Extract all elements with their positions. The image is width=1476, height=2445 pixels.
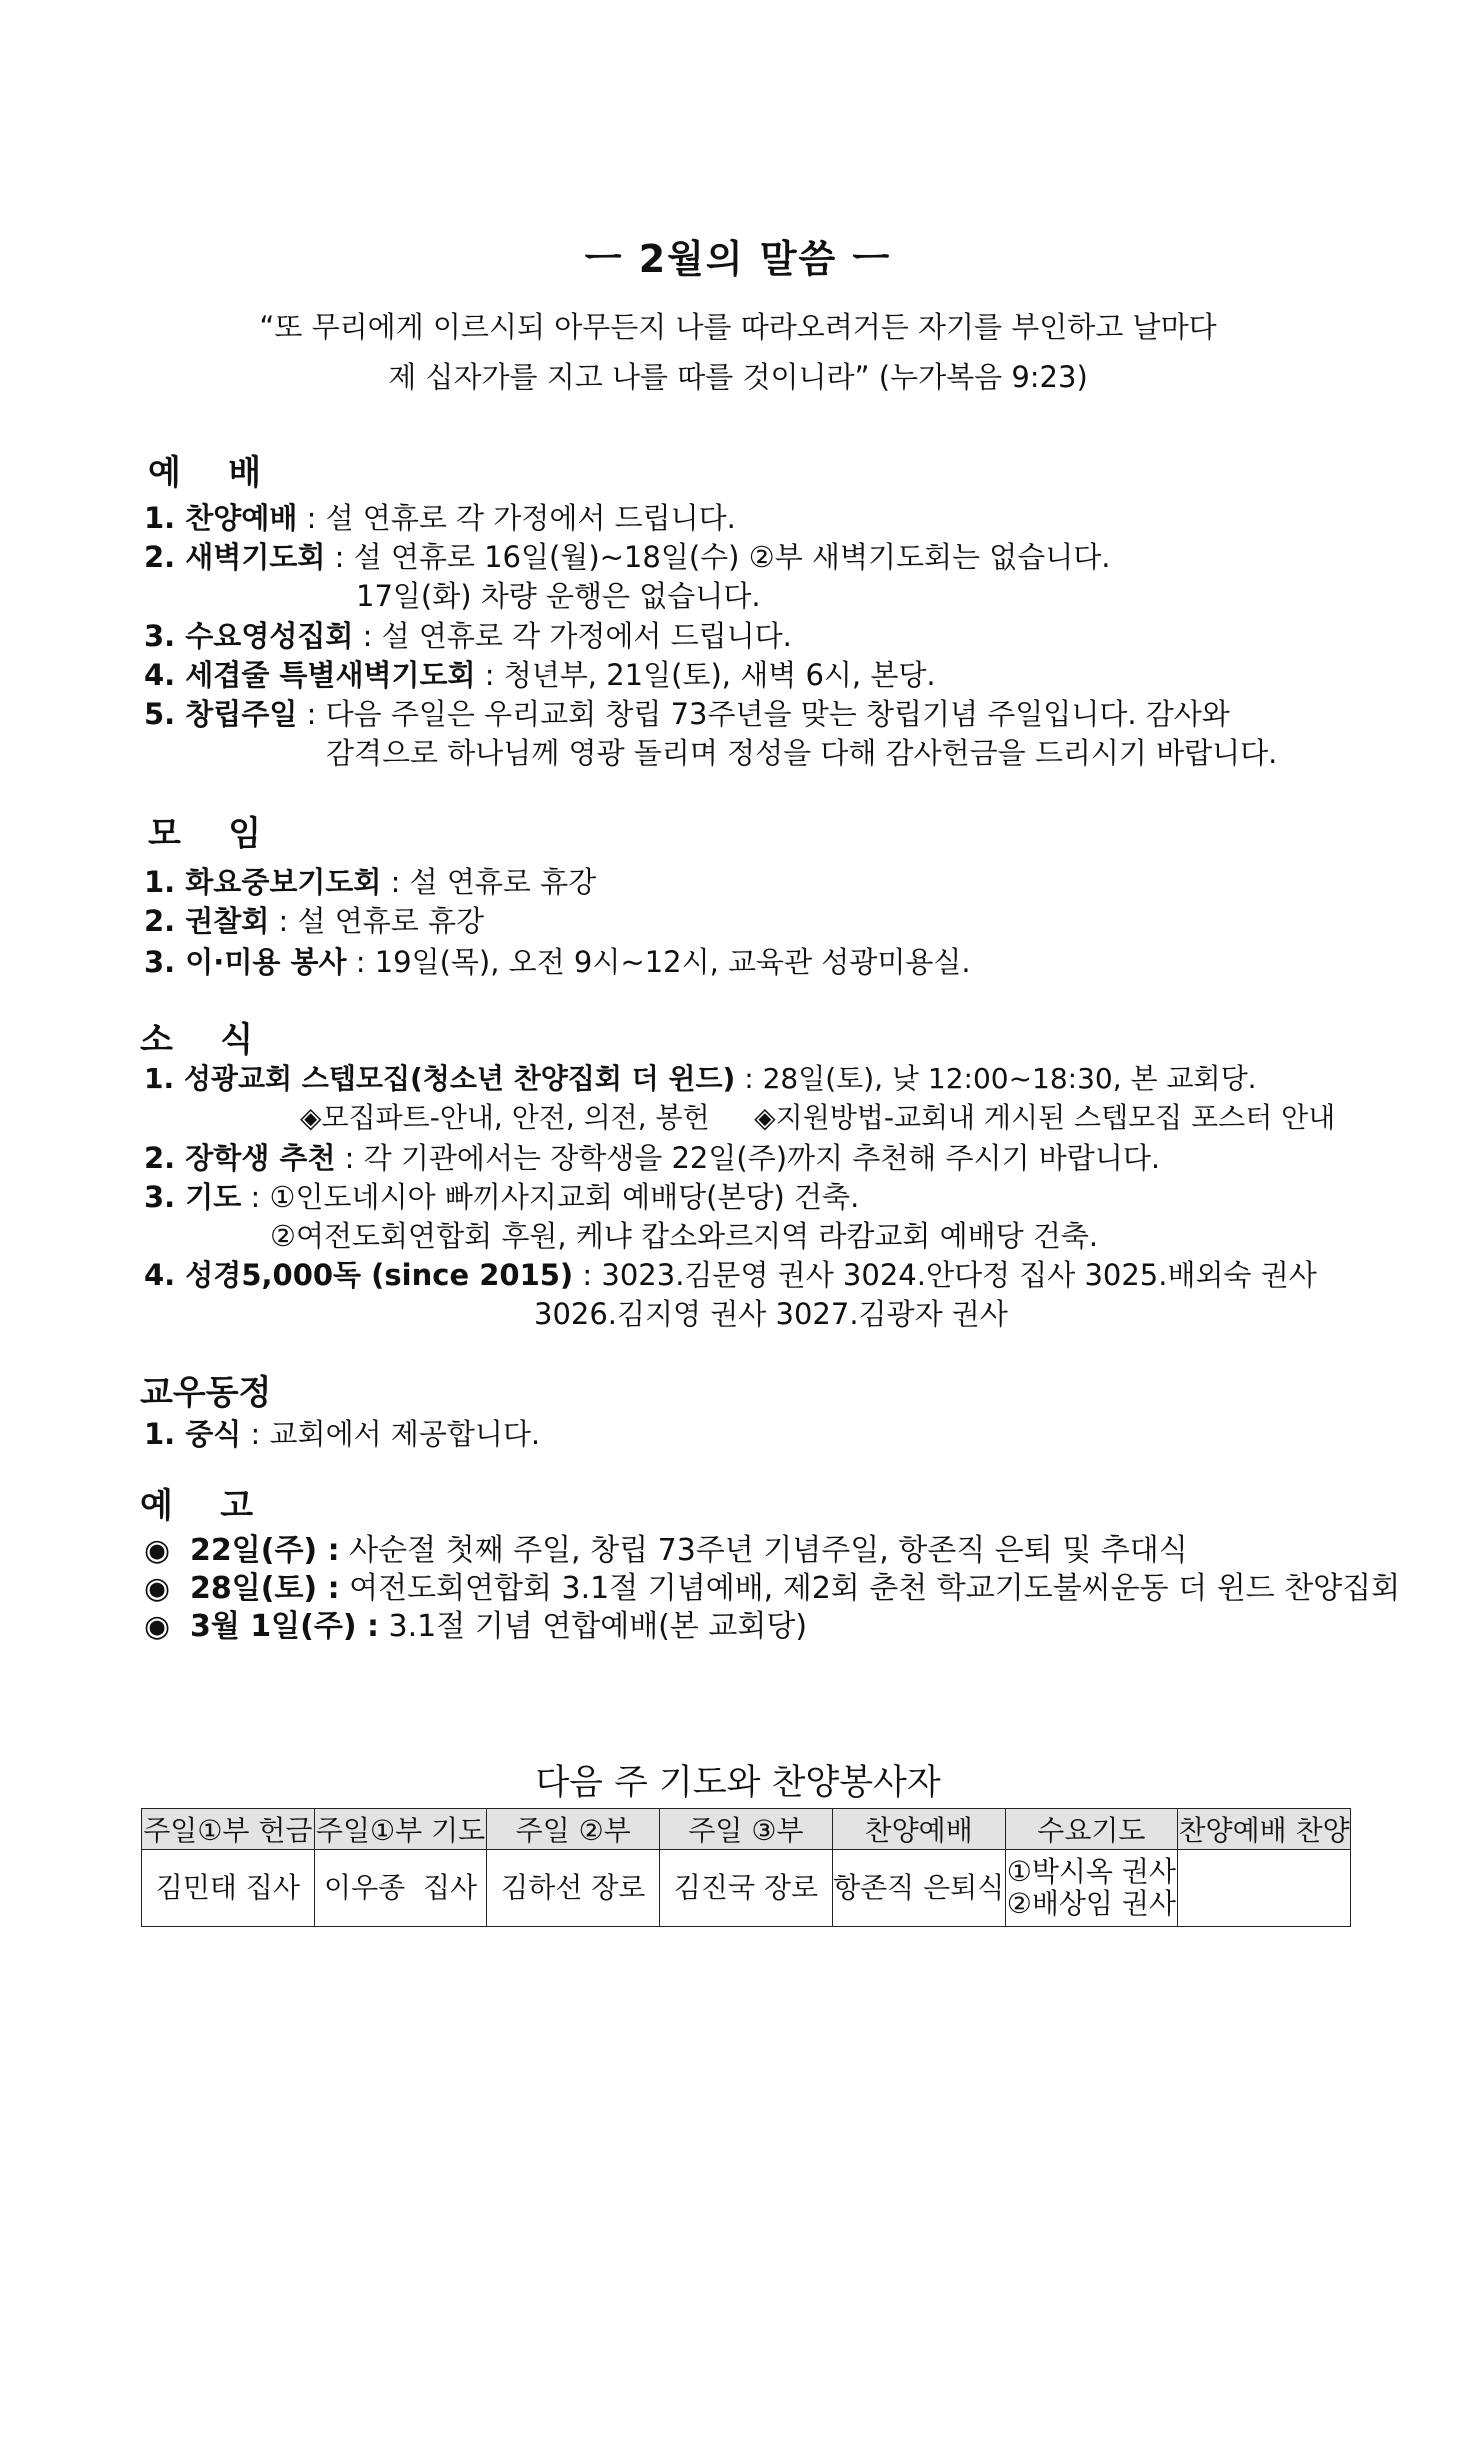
table-cell: 이우종 집사	[314, 1850, 487, 1927]
bullet-icon: ◉	[144, 1609, 171, 1644]
item-label: 3. 기도	[144, 1180, 242, 1214]
item-label: 2. 새벽기도회	[144, 540, 326, 574]
item-text: : 28일(토), 낮 12:00~18:30, 본 교회당.	[735, 1062, 1257, 1095]
table-cell	[1178, 1850, 1351, 1927]
item-text: : 3023.김문영 권사 3024.안다정 집사 3025.배외숙 권사	[573, 1258, 1317, 1292]
item-label: 4. 세겹줄 특별새벽기도회	[144, 658, 476, 692]
item-text: : ①인도네시아 빠끼사지교회 예배당(본당) 건축.	[241, 1180, 860, 1214]
notice-heading: 예 고	[140, 1486, 254, 1526]
table-cell-line: ②배상임 권사	[1006, 1887, 1176, 1920]
worship-item	[144, 535, 1111, 576]
column-header: 찬양예배 찬양	[1178, 1809, 1351, 1850]
meeting-item	[144, 940, 971, 981]
item-text: : 설 연휴로 휴강	[381, 865, 597, 899]
column-header: 수요기도	[1005, 1809, 1178, 1850]
item-label: 2. 장학생 추천	[144, 1141, 336, 1175]
column-header: 찬양예배	[832, 1809, 1005, 1850]
servers-title: 다음 주 기도와 찬양봉사자	[535, 1763, 941, 1803]
news-item-cont: ②여전도회연합회 후원, 케냐 캅소와르지역 라캄교회 예배당 건축.	[270, 1219, 1099, 1253]
member-heading: 교우동정	[140, 1373, 272, 1413]
member-item	[144, 1412, 540, 1453]
item-label: 4. 성경5,000독 (since 2015)	[144, 1258, 574, 1292]
meeting-item	[144, 860, 596, 901]
notice-text: 3.1절 기념 연합예배(본 교회당)	[379, 1609, 808, 1644]
table-row	[142, 1850, 1351, 1927]
item-text: : 교회에서 제공합니다.	[241, 1417, 541, 1451]
item-text: : 설 연휴로 각 가정에서 드립니다.	[297, 501, 736, 535]
table-cell: 김민태 집사	[142, 1850, 315, 1927]
worship-item	[144, 614, 792, 655]
notice-date: 28일(토) :	[190, 1571, 340, 1606]
bullet-icon: ◉	[144, 1533, 171, 1568]
table-cell: 김진국 장로	[660, 1850, 833, 1927]
item-text: : 각 기관에서는 장학생을 22일(주)까지 추천해 주시기 바랍니다.	[335, 1141, 1161, 1175]
item-text: : 청년부, 21일(토), 새벽 6시, 본당.	[475, 658, 936, 692]
bullet-icon: ◉	[144, 1571, 171, 1606]
table-header-row	[142, 1809, 1351, 1850]
notice-item	[144, 1601, 807, 1645]
item-text: : 설 연휴로 각 가정에서 드립니다.	[353, 619, 792, 653]
news-item	[144, 1175, 859, 1216]
table-cell-line: ①박시옥 권사	[1006, 1855, 1176, 1888]
news-item-cont: ◈모집파트-안내, 안전, 의전, 봉헌 ◈지원방법-교회내 게시된 스텝모집 포스터 안내	[300, 1101, 1336, 1134]
servers-table	[141, 1808, 1351, 1927]
notice-text: 여전도회연합회 3.1절 기념예배, 제2회 춘천 학교기도불씨운동 더 윈드 찬양집회	[339, 1571, 1401, 1606]
item-text: : 19일(목), 오전 9시~12시, 교육관 성광미용실.	[346, 945, 971, 979]
notice-date: 3월 1일(주) :	[190, 1609, 379, 1644]
item-label: 2. 권찰회	[144, 904, 270, 938]
item-label: 1. 화요중보기도회	[144, 865, 382, 899]
worship-item	[144, 496, 736, 537]
column-header: 주일 ③부	[660, 1809, 833, 1850]
meeting-heading: 모 임	[148, 814, 262, 854]
news-item-cont: 3026.김지영 권사 3027.김광자 권사	[534, 1297, 1008, 1331]
table-cell: 항존직 은퇴식	[832, 1850, 1005, 1927]
item-text: : 설 연휴로 휴강	[269, 904, 485, 938]
notice-text: 사순절 첫째 주일, 창립 73주년 기념주일, 항존직 은퇴 및 추대식	[339, 1533, 1188, 1568]
worship-item	[144, 692, 1230, 733]
table-cell: 김하선 장로	[487, 1850, 660, 1927]
worship-item	[144, 653, 936, 694]
column-header: 주일 ②부	[487, 1809, 660, 1850]
item-label: 1. 찬양예배	[144, 501, 298, 535]
item-text: : 설 연휴로 16일(월)~18일(수) ②부 새벽기도회는 없습니다.	[325, 540, 1111, 574]
news-item	[144, 1136, 1160, 1177]
item-label: 1. 중식	[144, 1417, 242, 1451]
column-header: 주일①부 기도	[314, 1809, 487, 1850]
verse-line-1: “또 무리에게 이르시되 아무든지 나를 따라오려거든 자기를 부인하고 날마다	[259, 310, 1217, 344]
verse-line-2: 제 십자가를 지고 나를 따를 것이니라” (누가복음 9:23)	[388, 360, 1088, 394]
item-label: 1. 성광교회 스텝모집(청소년 찬양집회 더 윈드)	[144, 1062, 736, 1095]
meeting-item	[144, 899, 484, 940]
item-text: : 다음 주일은 우리교회 창립 73주년을 맞는 창립기념 주일입니다. 감사와	[297, 697, 1230, 731]
worship-item-cont: 17일(화) 차량 운행은 없습니다.	[356, 579, 761, 613]
column-header: 주일①부 헌금	[142, 1809, 315, 1850]
news-item	[144, 1253, 1317, 1294]
worship-heading: 예 배	[148, 453, 262, 493]
notice-date: 22일(주) :	[190, 1533, 340, 1568]
item-label: 5. 창립주일	[144, 697, 298, 731]
table-cell-multiline	[1005, 1850, 1178, 1927]
item-label: 3. 수요영성집회	[144, 619, 354, 653]
worship-item-cont: 감격으로 하나님께 영광 돌리며 정성을 다해 감사헌금을 드리시기 바랍니다.	[326, 736, 1278, 770]
news-heading: 소 식	[140, 1020, 254, 1060]
news-item	[144, 1057, 1257, 1097]
page-title: ㅡ 2월의 말씀 ㅡ	[584, 237, 892, 281]
item-label: 3. 이·미용 봉사	[144, 945, 347, 979]
